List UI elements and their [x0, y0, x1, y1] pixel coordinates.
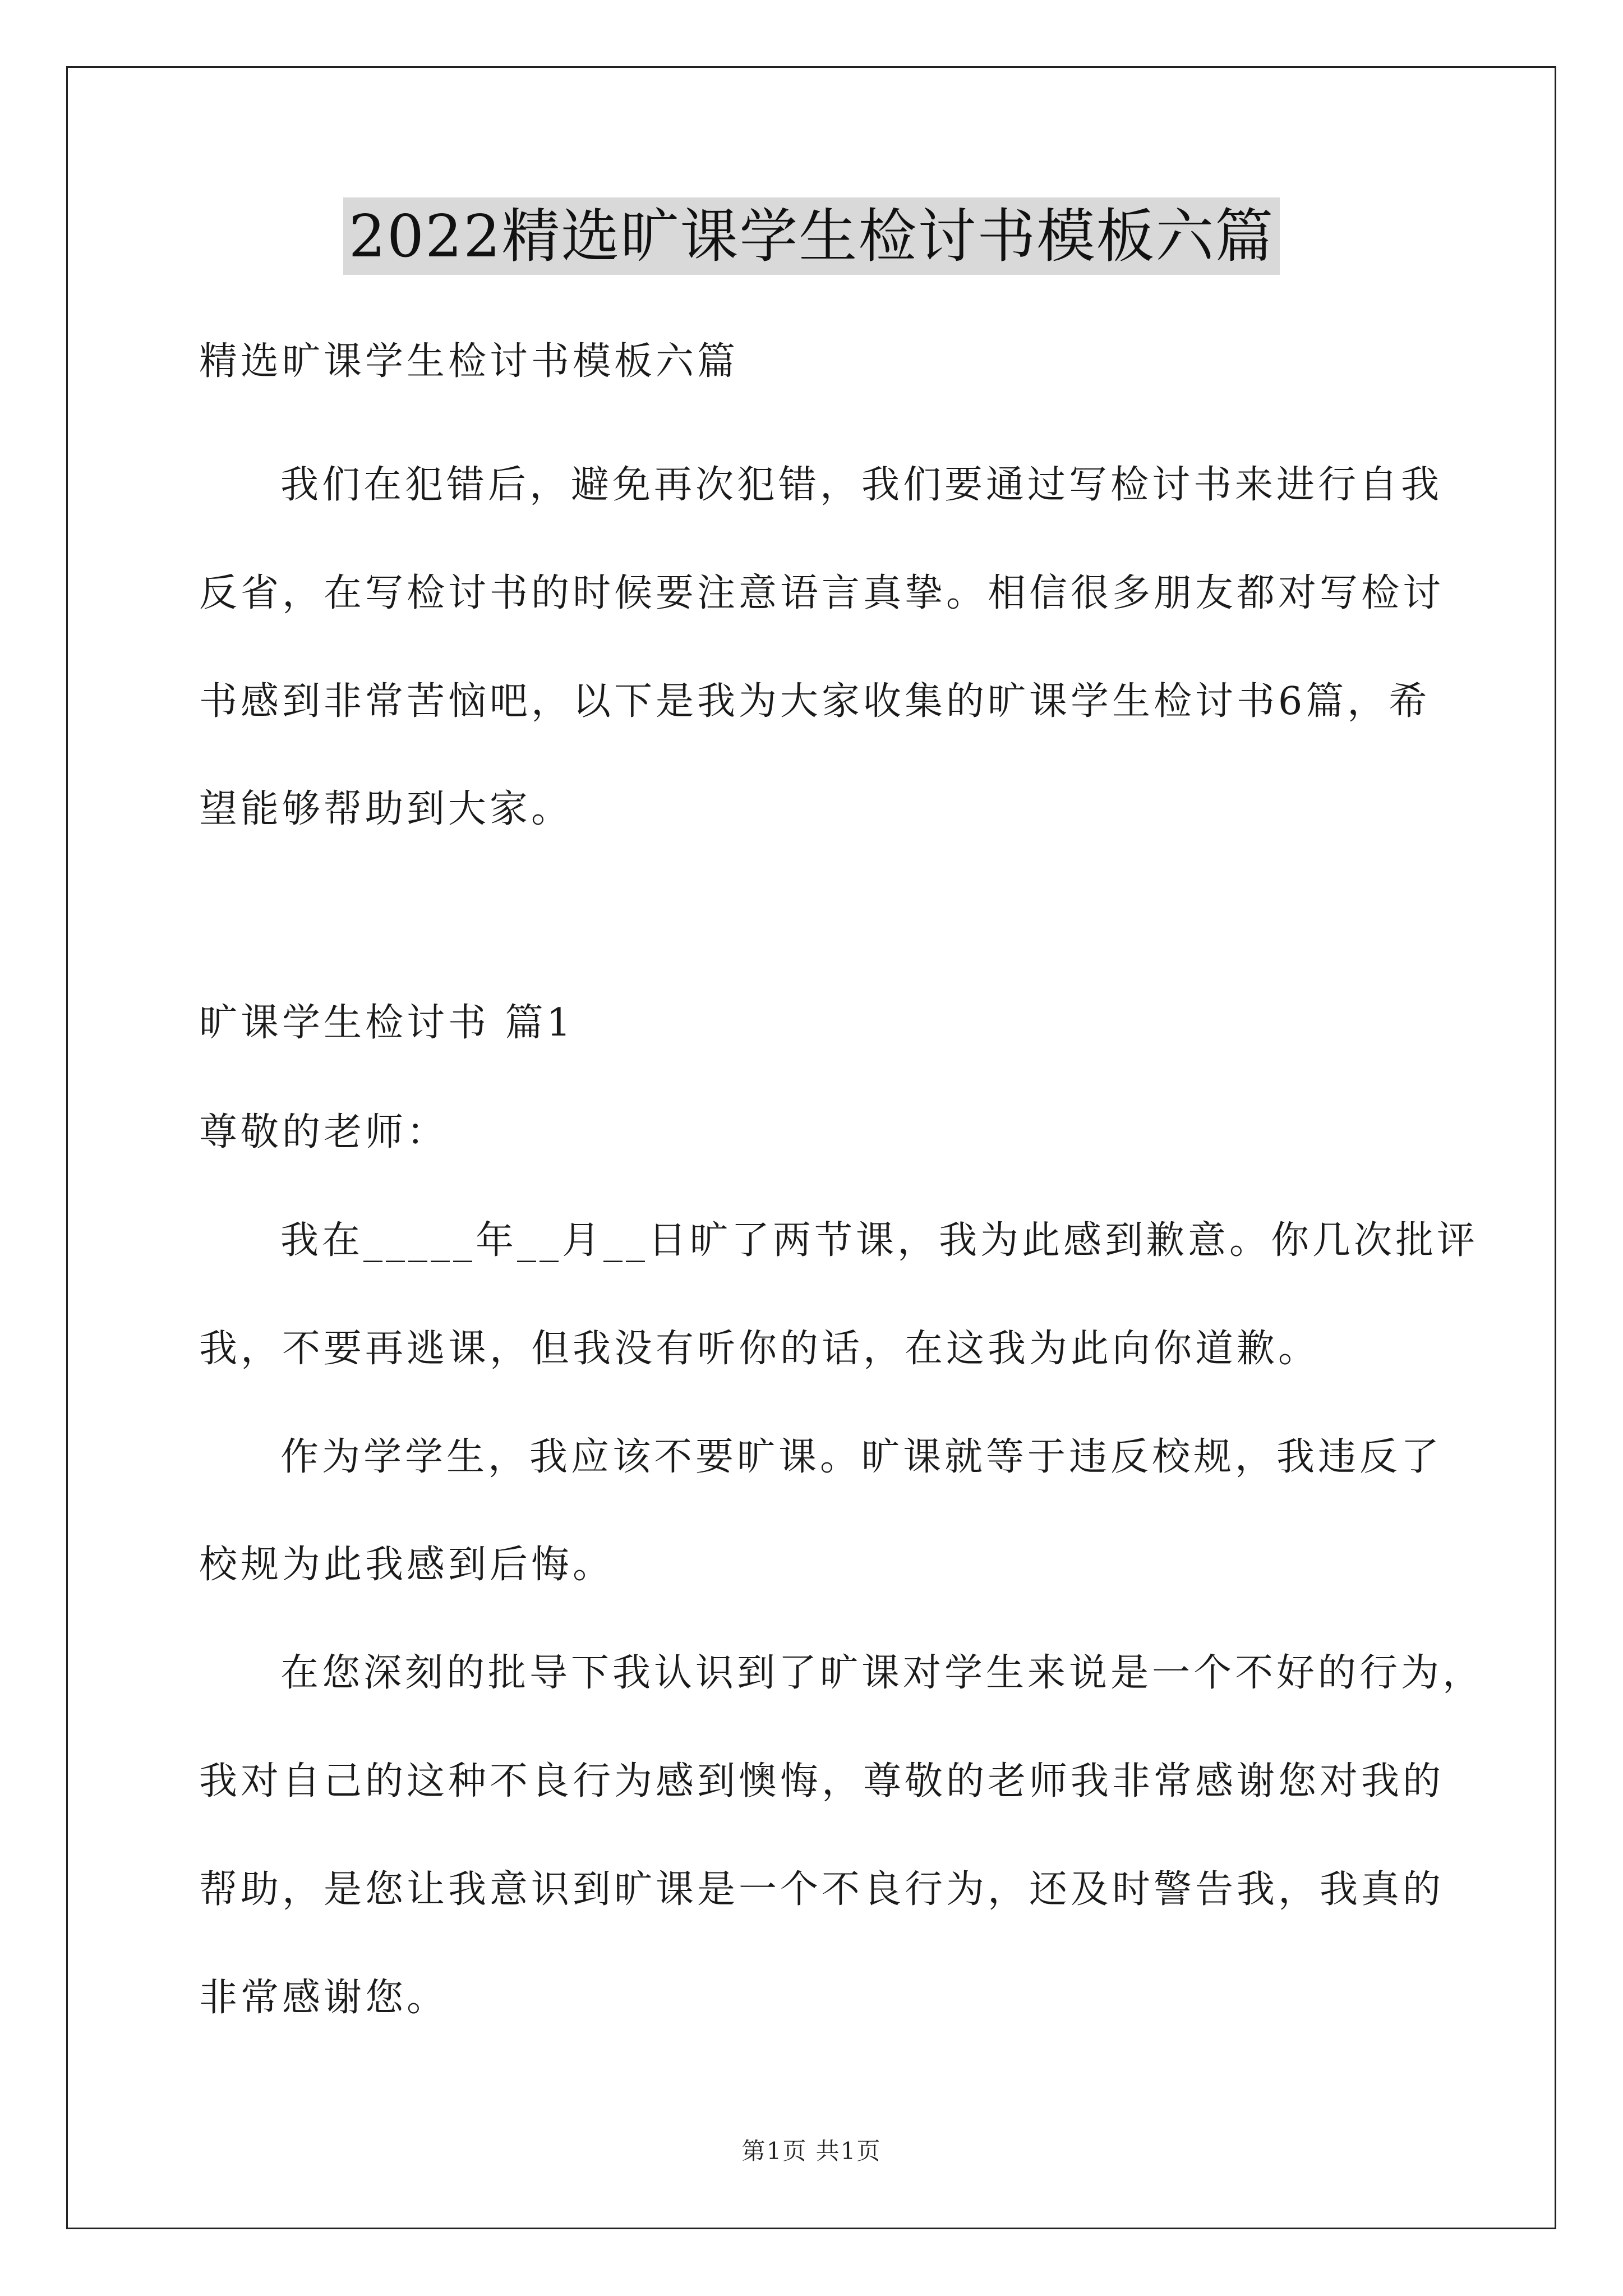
body-line-1: 我在_____年__月__日旷了两节课，我为此感到歉意。你几次批评: [280, 1218, 1479, 1263]
document-title: 2022精选旷课学生检讨书模板六篇: [343, 197, 1280, 275]
page-footer: 第1页 共1页: [741, 2137, 882, 2165]
body-line-2: 我，不要再逃课，但我没有听你的话，在这我为此向你道歉。: [199, 1327, 1320, 1371]
body-line-4: 校规为此我感到后悔。: [199, 1543, 615, 1587]
body-line-5: 在您深刻的批导下我认识到了旷课对学生来说是一个不好的行为，: [280, 1651, 1484, 1695]
intro-line-2: 反省，在写检讨书的时候要注意语言真挚。相信很多朋友都对写检讨: [199, 571, 1445, 615]
subtitle-line: 精选旷课学生检讨书模板六篇: [199, 339, 739, 384]
body-line-8: 非常感谢您。: [199, 1976, 449, 2020]
body-line-3: 作为学学生，我应该不要旷课。旷课就等于违反校规，我违反了: [280, 1435, 1443, 1479]
title-container: [0, 197, 1623, 275]
salutation: 尊敬的老师：: [199, 1110, 449, 1154]
section-heading: 旷课学生检讨书 篇1: [199, 1001, 574, 1045]
body-line-7: 帮助，是您让我意识到旷课是一个不良行为，还及时警告我，我真的: [199, 1867, 1445, 1912]
body-line-6: 我对自己的这种不良行为感到懊悔，尊敬的老师我非常感谢您对我的: [199, 1759, 1445, 1803]
intro-line-3: 书感到非常苦恼吧，以下是我为大家收集的旷课学生检讨书6篇，希: [199, 679, 1431, 724]
intro-line-1: 我们在犯错后，避免再次犯错，我们要通过写检讨书来进行自我: [280, 463, 1443, 507]
intro-line-4: 望能够帮助到大家。: [199, 787, 573, 831]
